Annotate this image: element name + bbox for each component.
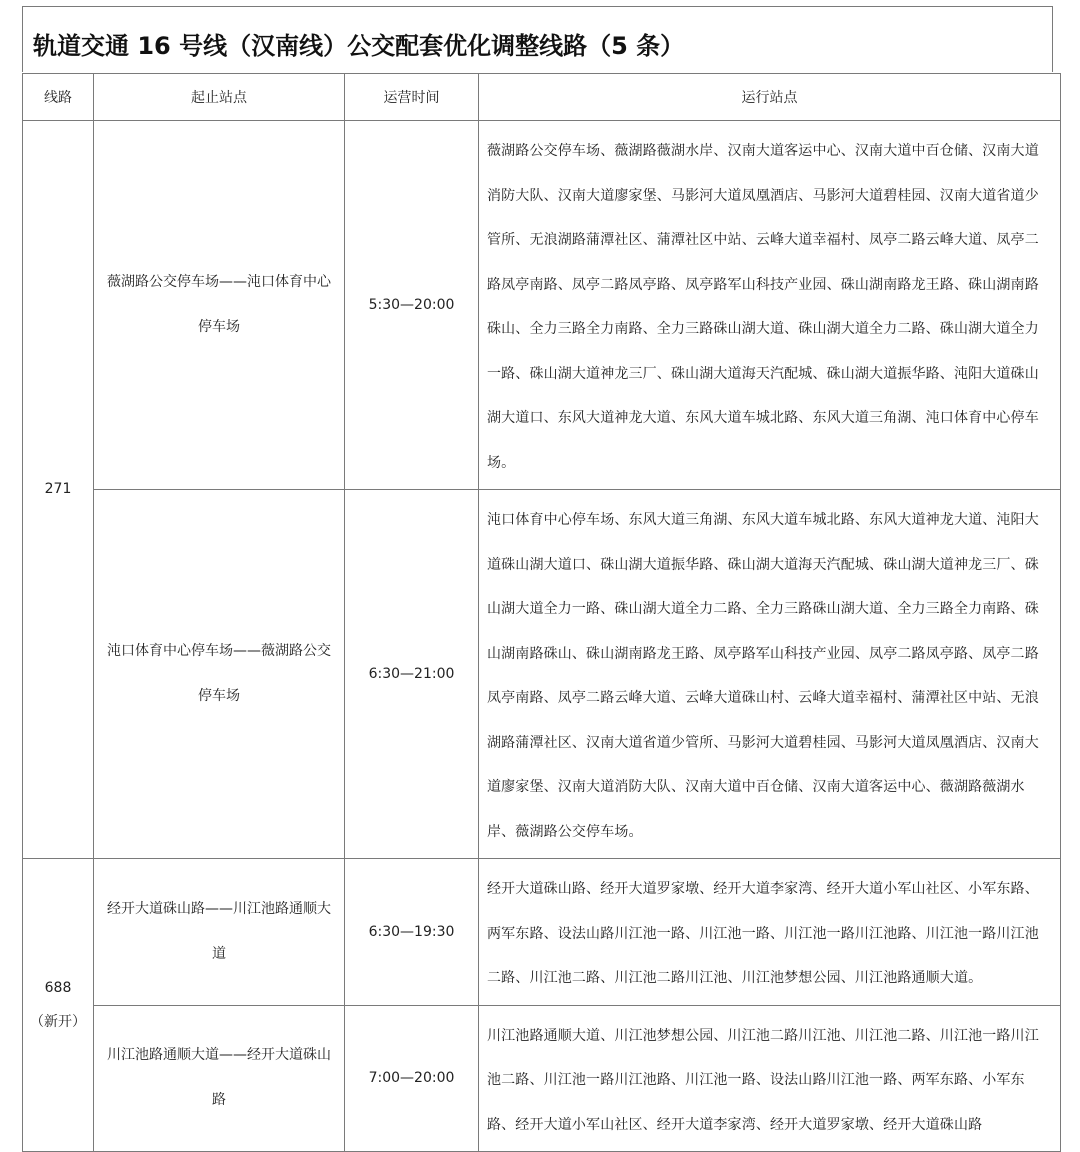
line-number-cell (23, 121, 94, 859)
route-table (22, 73, 1061, 1152)
line-number-cell (23, 859, 94, 1152)
line-number: 271 (44, 481, 72, 498)
header-hours: 运营时间 (345, 74, 479, 121)
line-number: 688 (44, 979, 72, 996)
table-row (23, 490, 1061, 859)
new-line-tag: （新开） (30, 1014, 86, 1030)
header-line: 线路 (23, 74, 94, 121)
hours-cell: 5:30—20:00 (345, 121, 479, 490)
table-row (23, 859, 1061, 1006)
endpoints-cell: 薇湖路公交停车场——沌口体育中心停车场 (94, 121, 345, 490)
table-header-row (23, 74, 1061, 121)
page-title: 轨道交通 16 号线（汉南线）公交配套优化调整线路（5 条） (33, 32, 685, 60)
stops-cell: 经开大道硃山路、经开大道罗家墩、经开大道李家湾、经开大道小军山社区、小军东路、两军东路、设法山路川江池一路、川江池一路、川江池一路川江池路、川江池一路川江池二路、川江池二路、川江池二路川江池、川江池梦想公园、川江池路通顺大道。 (479, 859, 1061, 1006)
stops-cell: 薇湖路公交停车场、薇湖路薇湖水岸、汉南大道客运中心、汉南大道中百仓储、汉南大道消防大队、汉南大道廖家堡、马影河大道凤凰酒店、马影河大道碧桂园、汉南大道省道少管所、无浪湖路蒲潭社区、蒲潭社区中站、云峰大道幸福村、凤亭二路云峰大道、凤亭二路凤亭南路、凤亭二路凤亭路、凤亭路军山科技产业园、硃山湖南路龙王路、硃山湖南路硃山、全力三路全力南路、全力三路硃山湖大道、硃山湖大道全力二路、硃山湖大道全力一路、硃山湖大道神龙三厂、硃山湖大道海天汽配城、硃山湖大道振华路、沌阳大道硃山湖大道口、东风大道神龙大道、东风大道车城北路、东风大道三角湖、沌口体育中心停车场。 (479, 121, 1061, 490)
table-row (23, 121, 1061, 490)
stops-cell: 沌口体育中心停车场、东风大道三角湖、东风大道车城北路、东风大道神龙大道、沌阳大道硃山湖大道口、硃山湖大道振华路、硃山湖大道海天汽配城、硃山湖大道神龙三厂、硃山湖大道全力一路、硃山湖大道全力二路、全力三路硃山湖大道、全力三路全力南路、硃山湖南路硃山、硃山湖南路龙王路、凤亭路军山科技产业园、凤亭二路凤亭路、凤亭二路凤亭南路、凤亭二路云峰大道、云峰大道硃山村、云峰大道幸福村、蒲潭社区中站、无浪湖路蒲潭社区、汉南大道省道少管所、马影河大道碧桂园、马影河大道凤凰酒店、汉南大道廖家堡、汉南大道消防大队、汉南大道中百仓储、汉南大道客运中心、薇湖路薇湖水岸、薇湖路公交停车场。 (479, 490, 1061, 859)
endpoints-cell: 经开大道硃山路——川江池路通顺大道 (94, 859, 345, 1006)
endpoints-cell: 川江池路通顺大道——经开大道硃山路 (94, 1005, 345, 1152)
hours-cell: 6:30—21:00 (345, 490, 479, 859)
title-box (22, 6, 1053, 72)
header-stops: 运行站点 (479, 74, 1061, 121)
table-row (23, 1005, 1061, 1152)
hours-cell: 6:30—19:30 (345, 859, 479, 1006)
header-endpoints: 起止站点 (94, 74, 345, 121)
stops-cell: 川江池路通顺大道、川江池梦想公园、川江池二路川江池、川江池二路、川江池一路川江池二路、川江池一路川江池路、川江池一路、设法山路川江池一路、两军东路、小军东路、经开大道小军山社区、经开大道李家湾、经开大道罗家墩、经开大道硃山路 (479, 1005, 1061, 1152)
endpoints-cell: 沌口体育中心停车场——薇湖路公交停车场 (94, 490, 345, 859)
hours-cell: 7:00—20:00 (345, 1005, 479, 1152)
